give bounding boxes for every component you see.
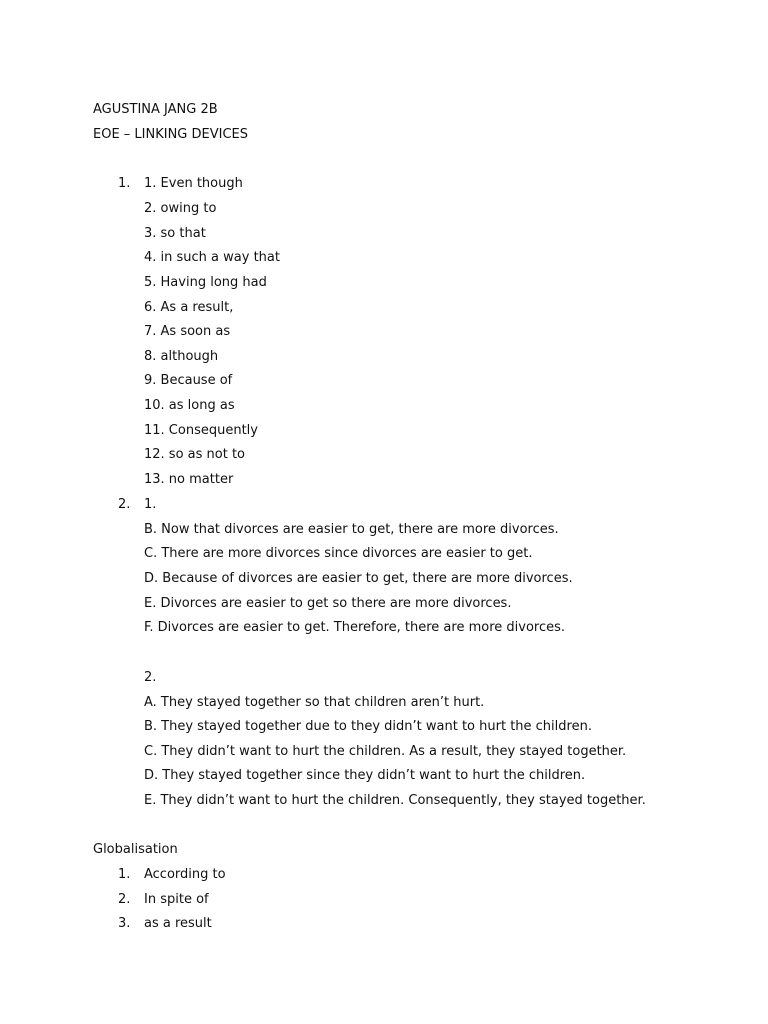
list-item: 5. Having long had — [144, 275, 267, 290]
list-item: 8. although — [144, 349, 219, 364]
list-item: 6. As a result, — [144, 300, 234, 315]
section-heading: Globalisation — [93, 842, 178, 857]
list-item: 4. in such a way that — [144, 250, 280, 265]
list-item: 1. Even though — [144, 176, 243, 191]
sub-list-label: 1. — [144, 497, 157, 512]
list-number: 1. — [118, 867, 131, 882]
list-item: 12. so as not to — [144, 447, 246, 462]
list-item: 7. As soon as — [144, 324, 231, 339]
answer-sentence: C. There are more divorces since divorces are easier to get. — [144, 546, 533, 561]
list-item: as a result — [144, 916, 212, 931]
answer-sentence: B. They stayed together due to they didn’t want to hurt the children. — [144, 719, 592, 734]
answer-sentence: E. Divorces are easier to get so there are more divorces. — [144, 596, 512, 611]
answer-sentence: C. They didn’t want to hurt the children. As a result, they stayed together. — [144, 744, 627, 759]
answer-sentence: F. Divorces are easier to get. Therefore, there are more divorces. — [144, 620, 566, 635]
list-number: 2. — [118, 497, 131, 512]
list-number: 1. — [118, 176, 131, 191]
list-item: 11. Consequently — [144, 423, 258, 438]
list-item: 9. Because of — [144, 373, 233, 388]
list-item: 10. as long as — [144, 398, 235, 413]
answer-sentence: D. They stayed together since they didn’t want to hurt the children. — [144, 768, 586, 783]
list-item: 2. owing to — [144, 201, 217, 216]
answer-sentence: A. They stayed together so that children aren’t hurt. — [144, 695, 485, 710]
list-item: In spite of — [144, 892, 209, 907]
list-item: 13. no matter — [144, 472, 234, 487]
document-title: EOE – LINKING DEVICES — [93, 127, 249, 142]
list-item: According to — [144, 867, 226, 882]
answer-sentence: E. They didn’t want to hurt the children. Consequently, they stayed together. — [144, 793, 646, 808]
student-name: AGUSTINA JANG 2B — [93, 102, 218, 117]
answer-sentence: D. Because of divorces are easier to get, there are more divorces. — [144, 571, 573, 586]
list-number: 3. — [118, 916, 131, 931]
sub-list-label: 2. — [144, 670, 157, 685]
list-item: 3. so that — [144, 226, 206, 241]
answer-sentence: B. Now that divorces are easier to get, there are more divorces. — [144, 522, 559, 537]
list-number: 2. — [118, 892, 131, 907]
